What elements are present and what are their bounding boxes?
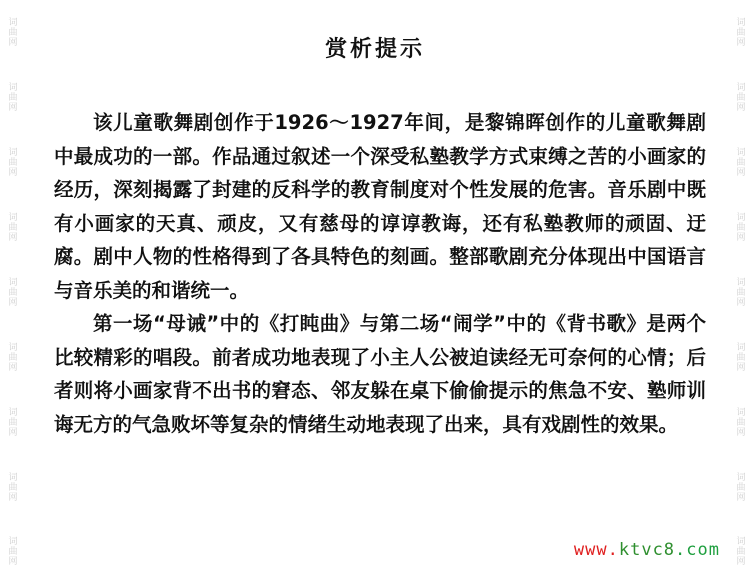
- watermark-text: 词曲网: [6, 276, 17, 307]
- url-suffix: .com: [675, 540, 720, 560]
- document-body: [54, 106, 706, 441]
- watermark-text: 词曲网: [6, 471, 17, 502]
- watermark-text: 词曲网: [734, 147, 745, 178]
- watermark-text: 词曲网: [6, 17, 17, 48]
- watermark-text: 词曲网: [734, 82, 745, 113]
- watermark-text: 词曲网: [734, 536, 745, 567]
- watermark-text: 词曲网: [734, 471, 745, 502]
- right-watermark-column: [728, 0, 750, 584]
- watermark-text: 词曲网: [734, 406, 745, 437]
- left-watermark-column: [0, 0, 22, 584]
- watermark-text: 词曲网: [6, 82, 17, 113]
- watermark-text: 词曲网: [6, 147, 17, 178]
- watermark-text: 词曲网: [6, 536, 17, 567]
- watermark-text: 词曲网: [734, 341, 745, 372]
- site-url-watermark: [574, 540, 720, 560]
- watermark-text: 词曲网: [6, 341, 17, 372]
- paragraph: 第一场“母诫”中的《打盹曲》与第二场“闹学”中的《背书歌》是两个比较精彩的唱段。前者成功地表现了小主人公被迫读经无可奈何的心情；后者则将小画家背不出书的窘态、邻友躲在桌下偷偷提示的焦急不安、塾师训诲无方的气急败坏等复杂的情绪生动地表现了出来，具有戏剧性的效果。: [54, 312, 706, 436]
- watermark-text: 词曲网: [734, 212, 745, 243]
- watermark-text: 词曲网: [6, 212, 17, 243]
- url-prefix: www.: [573, 540, 619, 560]
- url-name: ktvc8: [618, 540, 676, 560]
- page-title: 赏析提示: [324, 37, 425, 62]
- paragraph: 该儿童歌舞剧创作于1926～1927年间，是黎锦晖创作的儿童歌舞剧中最成功的一部。作品通过叙述一个深受私塾教学方式束缚之苦的小画家的经历，深刻揭露了封建的反科学的教育制度对个性发展的危害。音乐剧中既有小画家的天真、顽皮，又有慈母的谆谆教诲，还有私塾教师的顽固、迂腐。剧中人物的性格得到了各具特色的刻画。整部歌剧充分体现出中国语言与音乐美的和谐统一。: [54, 111, 706, 302]
- watermark-text: 词曲网: [6, 406, 17, 437]
- watermark-text: 词曲网: [734, 276, 745, 307]
- watermark-text: 词曲网: [734, 17, 745, 48]
